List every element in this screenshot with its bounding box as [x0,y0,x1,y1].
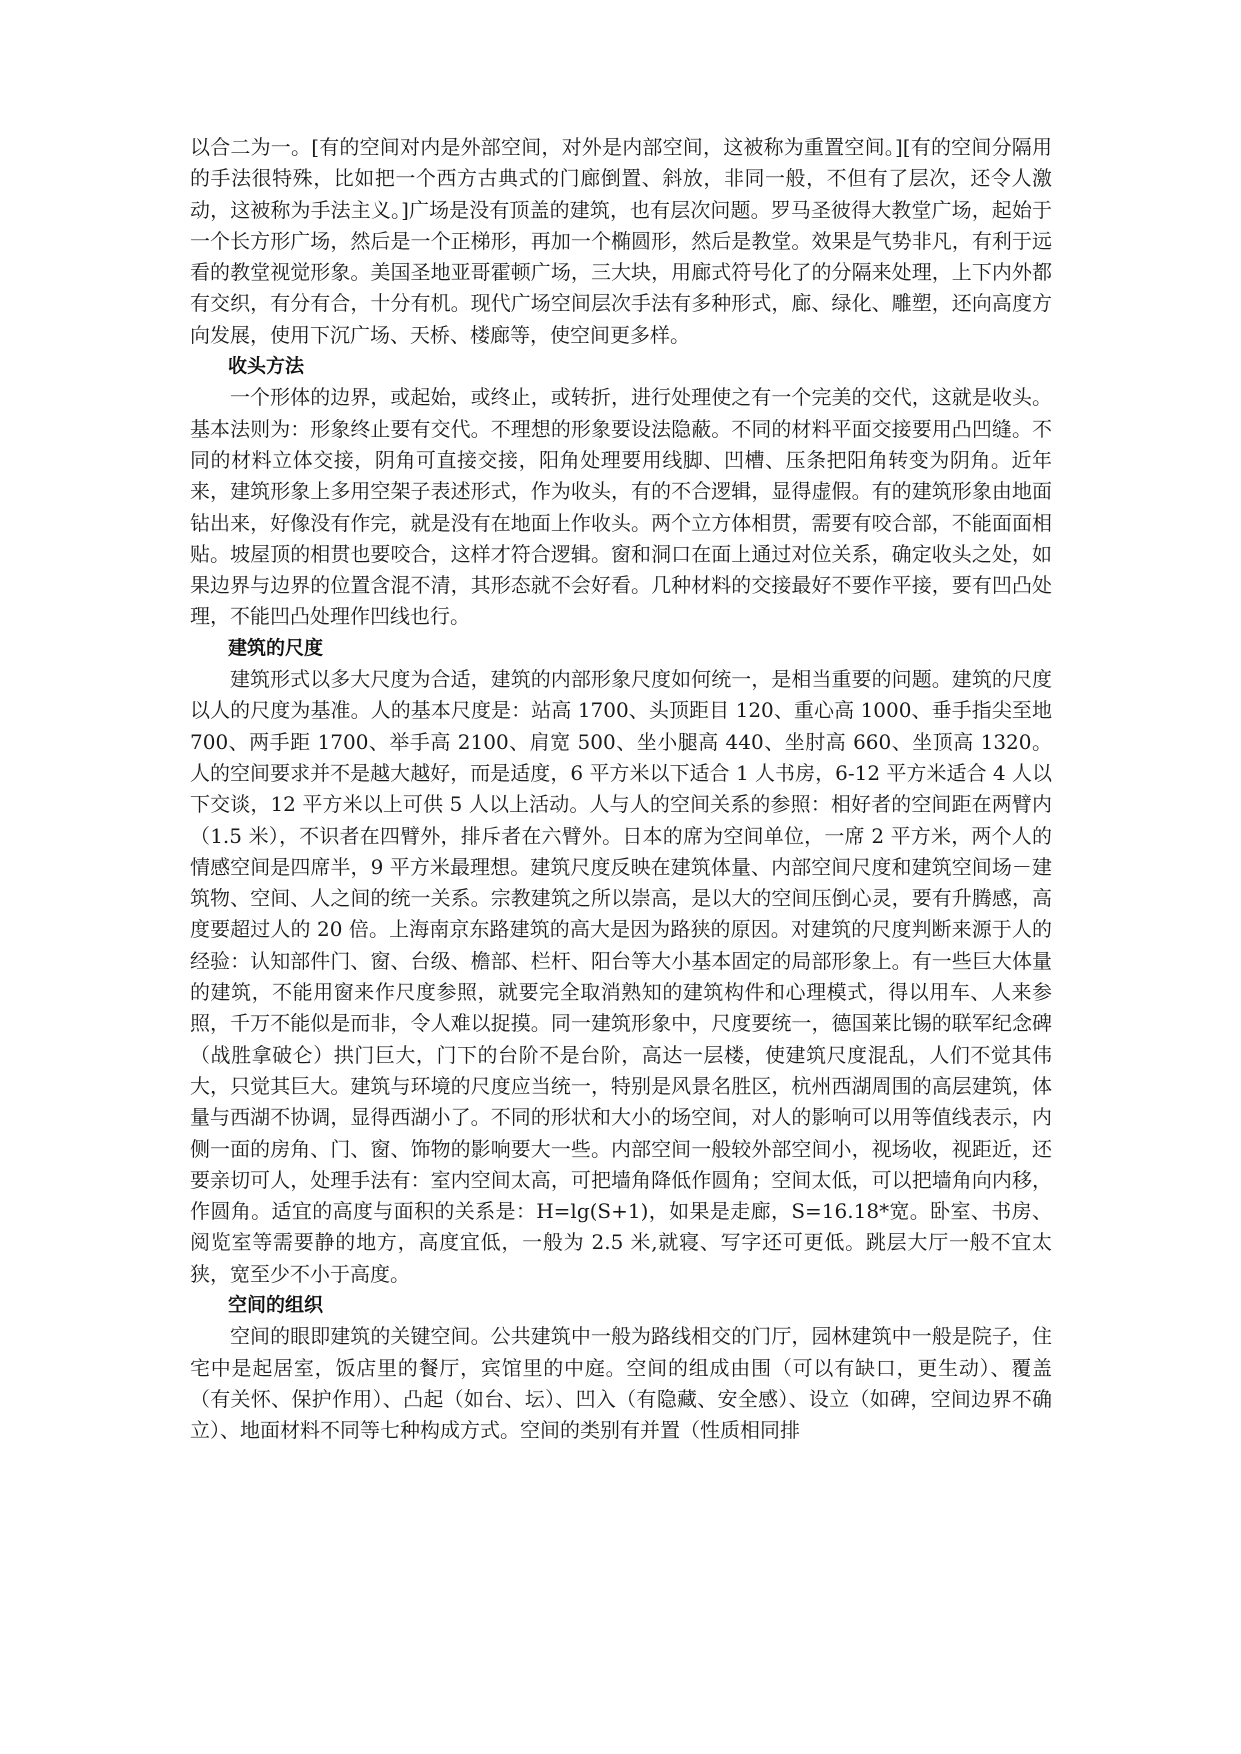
section-heading: 收头方法 [228,355,305,378]
section-heading: 建筑的尺度 [228,636,324,659]
body-paragraph: 空间的眼即建筑的关键空间。公共建筑中一般为路线相交的门厅，园林建筑中一般是院子，住宅中是起居室，饭店里的餐厅，宾馆里的中庭。空间的组成由围（可以有缺口，更生动）、覆盖（有关怀、保护作用）、凸起（如台、坛）、凹入（有隐藏、安全感）、设立（如碑，空间边界不确立）、地面材料不同等七种构成方式。空间的类别有并置（性质相同排 [190,1324,1052,1443]
body-paragraph: 以合二为一。[有的空间对内是外部空间，对外是内部空间，这被称为重置空间。][有的空间分隔用的手法很特殊，比如把一个西方古典式的门廊倒置、斜放，非同一般，不但有了层次，还令人激动，这被称为手法主义。]广场是没有顶盖的建筑，也有层次问题。罗马圣彼得大教堂广场，起始于一个长方形广场，然后是一个正梯形，再加一个椭圆形，然后是教堂。效果是气势非凡，有利于远看的教堂视觉形象。美国圣地亚哥霍顿广场，三大块，用廊式符号化了的分隔来处理，上下内外都有交织，有分有合，十分有机。现代广场空间层次手法有多种形式，廊、绿化、雕塑，还向高度方向发展，使用下沉广场、天桥、楼廊等，使空间更多样。 [190,135,1052,347]
document-page [190,132,1052,1446]
body-paragraph: 建筑形式以多大尺度为合适，建筑的内部形象尺度如何统一，是相当重要的问题。建筑的尺度以人的尺度为基准。人的基本尺度是：站高 1700、头顶距目 120、重心高 1000、垂手指尖至地 700、两手距 1700、举手高 2100、肩宽 500、坐小腿高 440、坐肘高 660、坐顶高 1320。人的空间要求并不是越大越好，而是适度，6 平方米以下适合 1 人书房，6-12 平方米适合 4 人以下交谈，12 平方米以上可供 5 人以上活动。人与人的空间关系的参照：相好者的空间距在两臂内（1.5 米），不识者在四臂外，排斥者在六臂外。日本的席为空间单位，一席 2 平方米，两个人的情感空间是四席半，9 平方米最理想。建筑尺度反映在建筑体量、内部空间尺度和建筑空间场－建筑物、空间、人之间的统一关系。宗教建筑之所以崇高，是以大的空间压倒心灵，要有升腾感，高度要超过人的 20 倍。上海南京东路建筑的高大是因为路狭的原因。对建筑的尺度判断来源于人的经验：认知部件门、窗、台级、檐部、栏杆、阳台等大小基本固定的局部形象上。有一些巨大体量的建筑，不能用窗来作尺度参照，就要完全取消熟知的建筑构件和心理模式，得以用车、人来参照，千万不能似是而非，令人难以捉摸。同一建筑形象中，尺度要统一，德国莱比锡的联军纪念碑（战胜拿破仑）拱门巨大，门下的台阶不是台阶，高达一层楼，使建筑尺度混乱，人们不觉其伟大，只觉其巨大。建筑与环境的尺度应当统一，特别是风景名胜区，杭州西湖周围的高层建筑，体量与西湖不协调，显得西湖小了。不同的形状和大小的场空间，对人的影响可以用等值线表示，内侧一面的房角、门、窗、饰物的影响要大一些。内部空间一般较外部空间小，视场收，视距近，还要亲切可人，处理手法有：室内空间太高，可把墙角降低作圆角；空间太低，可以把墙角向内移，作圆角。适宜的高度与面积的关系是：H=lg(S+1)，如果是走廊，S=16.18*宽。卧室、书房、阅览室等需要静的地方，高度宜低，一般为 2.5 米,就寝、写字还可更低。跳层大厅一般不宜太狭，宽至少不小于高度。 [190,667,1052,1286]
section-heading: 空间的组织 [228,1293,324,1316]
body-paragraph: 一个形体的边界，或起始，或终止，或转折，进行处理使之有一个完美的交代，这就是收头。基本法则为：形象终止要有交代。不理想的形象要设法隐蔽。不同的材料平面交接要用凸凹缝。不同的材料立体交接，阴角可直接交接，阳角处理要用线脚、凹槽、压条把阳角转变为阴角。近年来，建筑形象上多用空架子表述形式，作为收头，有的不合逻辑，显得虚假。有的建筑形象由地面钻出来，好像没有作完，就是没有在地面上作收头。两个立方体相贯，需要有咬合部，不能面面相贴。坡屋顶的相贯也要咬合，这样才符合逻辑。窗和洞口在面上通过对位关系，确定收头之处，如果边界与边界的位置含混不清，其形态就不会好看。几种材料的交接最好不要作平接，要有凹凸处理，不能凹凸处理作凹线也行。 [190,385,1052,629]
